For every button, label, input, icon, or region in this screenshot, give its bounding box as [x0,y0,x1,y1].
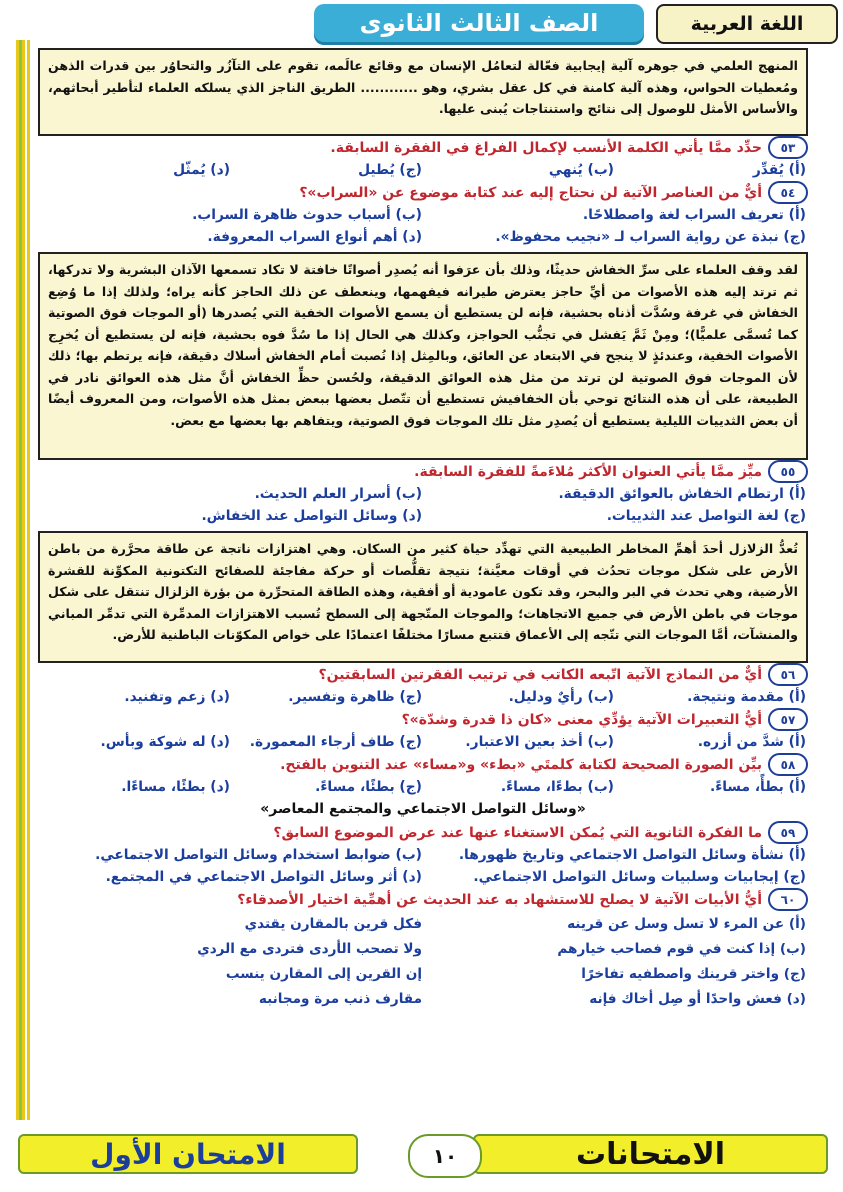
option-c[interactable]: (ج) نبذة عن رواية السراب لـ «نجيب محفوظ». [495,229,806,245]
option-b[interactable]: (ب) رأيٌ ودليل. [508,689,614,705]
verses-60 [38,911,808,1011]
verse-c-second: إن القرين إلى المقارن ينسب [225,965,422,982]
options-54 [38,204,808,248]
option-d[interactable]: (د) بطئًا، مساءًا. [121,779,230,795]
grade-banner: الصف الثالث الثانوى [314,4,644,42]
option-b[interactable]: (ب) أسباب حدوث ظاهرة السراب. [192,207,422,223]
question-53 [38,136,808,159]
exam-content [38,48,808,1011]
option-d[interactable]: (د) زعم وتفنيد. [124,689,230,705]
question-text: ما الفكرة الثانوية التي يُمكن الاستغناء عنها عند عرض الموضوع السابق؟ [273,824,762,841]
option-a[interactable]: (أ) نشأة وسائل التواصل الاجتماعي وتاريخ ظهورها. [458,847,806,863]
verse-c-first[interactable]: (ج) واختر قرينك واصطفيه تفاخرًا [581,965,806,982]
option-a[interactable]: (أ) تعريف السراب لغة واصطلاحًا. [582,207,806,223]
option-c[interactable]: (ج) إيجابيات وسلبيات وسائل التواصل الاجتماعي. [473,869,806,885]
option-b[interactable]: (ب) ضوابط استخدام وسائل التواصل الاجتماعي. [95,847,422,863]
option-b[interactable]: (ب) أسرار العلم الحديث. [254,486,422,502]
option-d[interactable]: (د) أهم أنواع السراب المعروفة. [207,229,422,245]
option-d[interactable]: (د) يُمثّل [173,162,230,178]
option-a[interactable]: (أ) شدَّ من أزره. [697,734,806,750]
verse-a-first[interactable]: (أ) عن المرء لا تسل وسل عن قرينه [567,915,806,932]
question-text: حدِّد ممَّا يأتي الكلمة الأنسب لإكمال الفراغ في الفقرة السابقة. [330,139,762,156]
options-59 [38,844,808,888]
verse-a-second: فكل قرين بالمقارن يقتدي [244,915,422,932]
question-number: ٥٣ [768,136,808,159]
option-a[interactable]: (أ) يُقدِّر [752,162,806,178]
question-text: أيٌّ من النماذج الآتية اتّبعه الكاتب في ترتيب الفقرتين السابقتين؟ [318,666,762,683]
option-c[interactable]: (ج) يُطيل [358,162,422,178]
option-d[interactable]: (د) له شوكة وبأس. [100,734,230,750]
question-text: أيُّ التعبيرات الآتية يؤدِّي معنى «كان ذا قدرة وشدّة»؟ [401,711,762,728]
options-55 [38,483,808,527]
options-57 [38,731,808,753]
question-text: أيُّ الأبيات الآتية لا يصلح للاستشهاد به عند الحديث عن أهمِّية اختيار الأصدقاء؟ [237,891,762,908]
option-d[interactable]: (د) وسائل التواصل عند الخفاش. [201,508,422,524]
passage-3: تُعدُّ الزلازل أحدَ أهمِّ المخاطر الطبيعية التي تهدِّد حياة كثير من السكان. وهي اهتزازات ناتجة عن طاقة محرَّرة من باطن الأرض على شكل موجات تحدُث في أوقات معيَّنة؛ نتيجة تقلُّصات أو حركة مفاجئة للصفائح التكتونية المكوِّنة للقشرة الأرضية، وهي تحدث في البر والبحر، وقد تكون عامودية أو أفقية، وهذه الطاقة المتحرِّرة من بؤرة الزلزال تنتقل على شكل موجات في باطن الأرض في جميع الاتجاهات؛ والموجات المتّجهة إلى السطح تُسبب الاهتزازات المدمِّرة التي تدمِّر المباني والمنشآت، أمَّا الموجات التي تتّجه إلى الأعماق فتتبع مسارًا مختلفًا اعتمادًا على خواص المكوّنات الباطنية للأرض. [38,531,808,663]
question-number: ٥٨ [768,753,808,776]
passage-2: لقد وقف العلماء على سرِّ الخفاش حديثًا، وذلك بأن عرَفوا أنه يُصدِر أصواتًا خافتة لا تكاد تسمعها الآذان البشرية ولا تدركها، ثم ترتد إليه هذه الأصوات من أيِّ حاجز يعترض طيرانه فيفهمها، وينعطف عن ذلك الحاجز كأنه يراه؛ ولذلك إذا ما وُضِع الخفاش في غرفة وسُدَّت أذناه بحشية، فإنه لن يستطيع أن يسمع الأصوات الخفية التي يُصدرها (أو الموجات فوق الصوتية كما تُسمَّى علميًّا)؛ ومِنْ ثَمَّ يَفشل في تجنُّب الحواجز، وكذلك هي الحال إذا ما سُدَّ فوه بحشية، فإنه لن يستطيع أن يُخرِج الأصوات الخفية، وعندئذٍ لا ينجح في الابتعاد عن العائق، وبالمِثل إذا نُصبت أمام الخفاش أسلاك دقيقة، فإنه يرتطم بها؛ ذلك لأن الموجات فوق الصوتية لن ترتد من مثل هذه العوائق الدقيقة، ولحُسن حظِّ الخفاش أنَّ مثل هذه العوائق نادر في الطبيعة، على أن هذه النتائج توحي بأن الخفافيش تستطيع أن تتّصل بعضها ببعض بمثل هذه الأصوات، ومن المعروف أيضًا أن بعض الثدييات الليلية يستطيع أن يُصدِر مثل تلك الموجات فوق الصوتية، ويتفاهم بها بعضها مع بعض. [38,252,808,460]
topic-title: «وسائل التواصل الاجتماعي والمجتمع المعاصر» [260,801,586,817]
question-number: ٥٤ [768,181,808,204]
subject-label: اللغة العربية [656,4,838,44]
question-text: ميِّز ممَّا يأتي العنوان الأكثر مُلاءَمةً للفقرة السابقة. [414,463,762,480]
option-c[interactable]: (ج) ظاهرة وتفسير. [288,689,422,705]
option-c[interactable]: (ج) بطئًا، مساءً. [315,779,422,795]
question-60 [38,888,808,911]
page-footer [18,1132,828,1178]
question-57 [38,708,808,731]
option-b[interactable]: (ب) يُنهي [548,162,614,178]
question-number: ٥٩ [768,821,808,844]
option-b[interactable]: (ب) بطءًا، مساءً. [500,779,614,795]
options-58 [38,776,808,798]
option-c[interactable]: (ج) طاف أرجاء المعمورة. [249,734,422,750]
page-number: ١٠ [408,1134,482,1178]
option-a[interactable]: (أ) ارتطام الخفاش بالعوائق الدقيقة. [558,486,806,502]
question-number: ٥٥ [768,460,808,483]
verse-d-second: مقارف ذنب مرة ومجانبه [258,990,422,1007]
question-55 [38,460,808,483]
options-53 [38,159,808,181]
option-d[interactable]: (د) أثر وسائل التواصل الاجتماعي في المجتمع. [105,869,422,885]
question-text: بيِّن الصورة الصحيحة لكتابة كلمتَي «بطء» و«مساء» عند التنوين بالفتح. [280,756,762,773]
question-59 [38,821,808,844]
option-a[interactable]: (أ) مقدمة ونتيجة. [687,689,806,705]
question-58 [38,753,808,776]
question-number: ٥٧ [768,708,808,731]
question-number: ٦٠ [768,888,808,911]
verse-d-first[interactable]: (د) فعش واحدًا أو صِل أخاك فإنه [589,990,806,1007]
footer-exams-label: الامتحانات [473,1134,828,1174]
page-header [150,4,840,42]
question-54 [38,181,808,204]
option-c[interactable]: (ج) لغة التواصل عند الثدييات. [606,508,806,524]
question-56 [38,663,808,686]
verse-b-second: ولا تصحب الأردى فتردى مع الردي [197,940,422,957]
verse-b-first[interactable]: (ب) إذا كنت في قوم فصاحب خيارهم [557,940,806,957]
question-text: أيٌّ من العناصر الآتية لن نحتاج إليه عند كتابة موضوع عن «السراب»؟ [299,184,762,201]
passage-1: المنهج العلمي في جوهره آلية إيجابية فعّالة لتعامُل الإنسان مع وقائع عالَمه، تقوم على التآزُر والتحاوُر بين قدرات الذهن ومُعطيات الحواس، وهذه آلية كامنة في كل عقل بشري، وهو ............ الطريق الناجز الذي يسلكه العلماء لتأطير أبحاثهم، والأساس الأمثل للوصول إلى نتائج واستنتاجات يُبنى عليها. [38,48,808,136]
option-b[interactable]: (ب) أخذ بعين الاعتبار. [465,734,614,750]
footer-exam-title: الامتحان الأول [18,1134,358,1174]
question-number: ٥٦ [768,663,808,686]
margin-stripe [16,40,30,1120]
options-56 [38,686,808,708]
option-a[interactable]: (أ) بطأً، مساءً. [709,779,806,795]
